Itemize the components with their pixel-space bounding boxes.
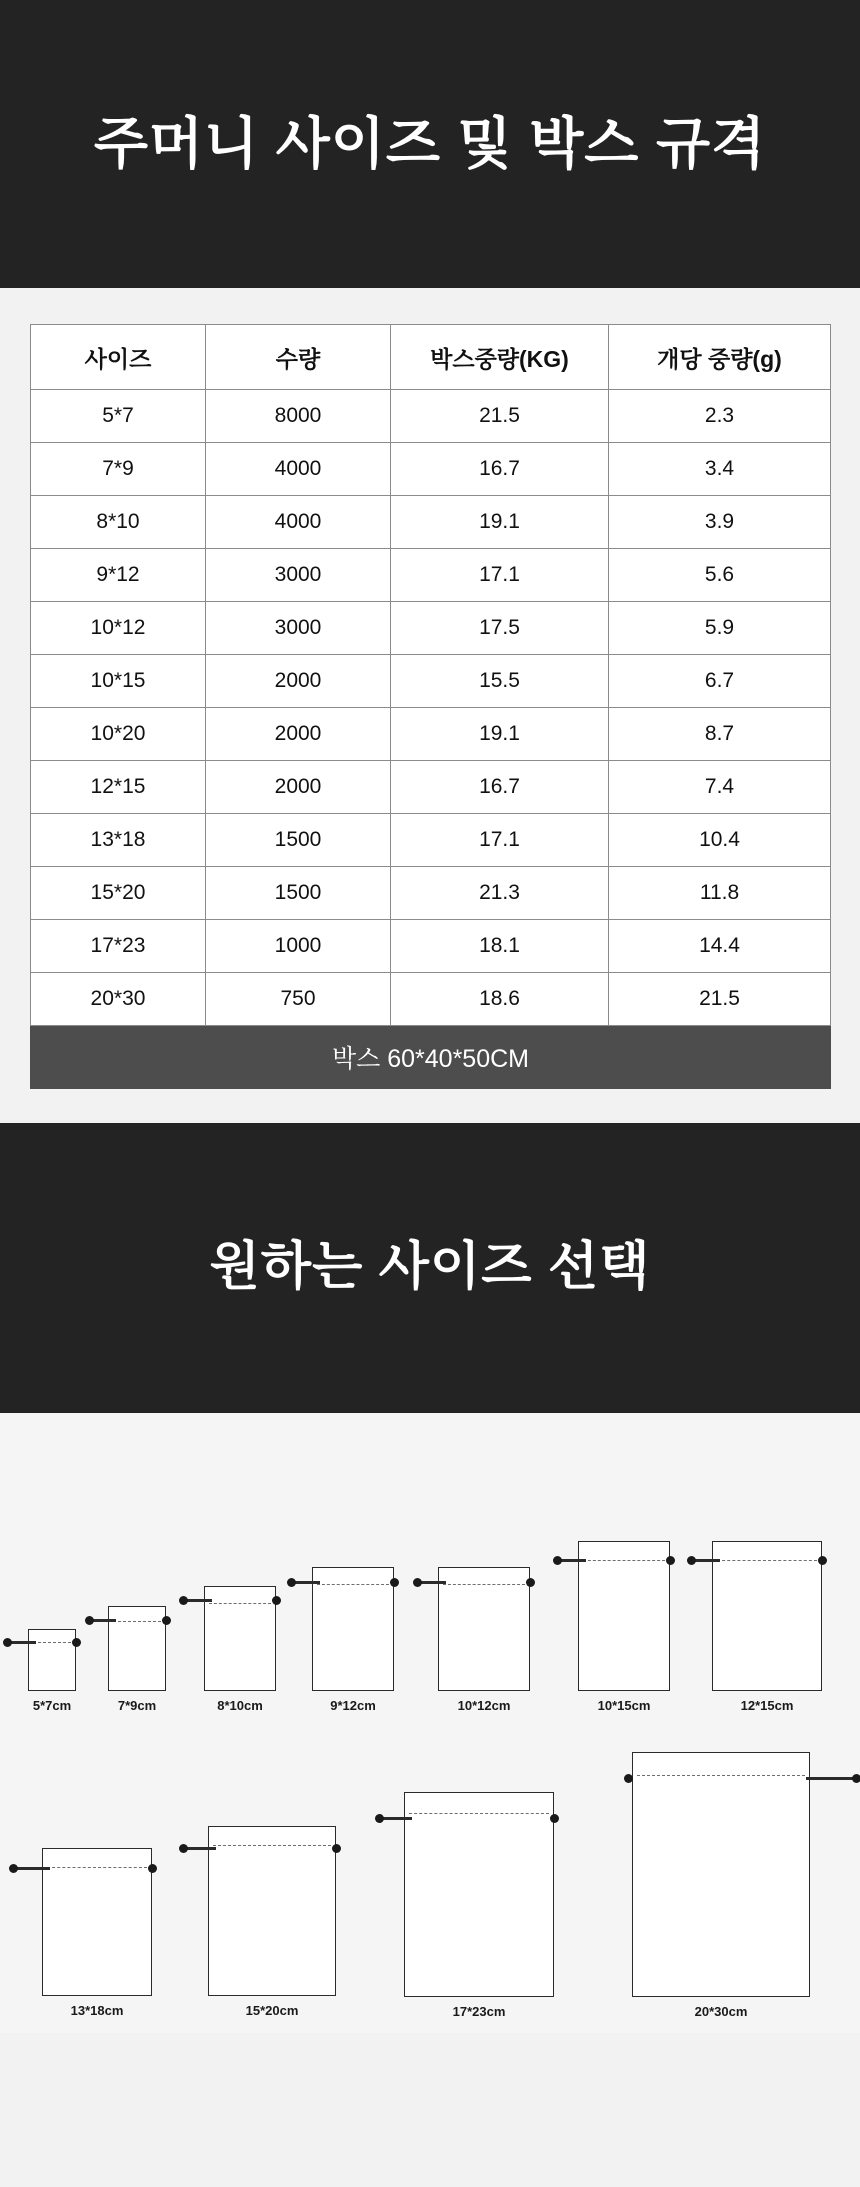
table-row [31, 814, 831, 867]
cell-quantity: 4000 [206, 443, 391, 496]
cell-unit-weight: 10.4 [609, 814, 831, 867]
spec-table [30, 324, 831, 1089]
bag-size-gallery [0, 1413, 860, 2033]
cell-size: 5*7 [31, 390, 206, 443]
cell-quantity: 8000 [206, 390, 391, 443]
box-dimension-note: 박스 60*40*50CM [31, 1026, 831, 1089]
table-row [31, 602, 831, 655]
table-header-row [31, 325, 831, 390]
bag-label: 12*15cm [740, 1698, 794, 1713]
table-header-box-weight: 박스중량(KG) [391, 325, 609, 390]
bag-body [312, 1567, 394, 1691]
cell-size: 20*30 [31, 973, 206, 1026]
bag-drawstring-seam [33, 1642, 71, 1643]
drawstring-knot [687, 1556, 696, 1565]
bag-label: 5*7cm [32, 1698, 72, 1713]
bag-drawstring-seam [717, 1560, 817, 1561]
cell-quantity: 3000 [206, 549, 391, 602]
cell-box-weight: 19.1 [391, 708, 609, 761]
bag-row-2 [0, 1713, 860, 2033]
table-row [31, 708, 831, 761]
cell-quantity: 1000 [206, 920, 391, 973]
bag-label: 10*15cm [597, 1698, 651, 1713]
cell-size: 7*9 [31, 443, 206, 496]
bag-body [578, 1541, 670, 1691]
bag-drawstring-seam [409, 1813, 549, 1814]
table-header-size: 사이즈 [31, 325, 206, 390]
drawstring-knot [85, 1616, 94, 1625]
bag-item-12x15[interactable] [712, 1513, 822, 1713]
bag-body [404, 1792, 554, 1997]
table-row [31, 655, 831, 708]
cell-unit-weight: 5.6 [609, 549, 831, 602]
table-row [31, 443, 831, 496]
banner-top [0, 0, 860, 288]
bag-drawstring-seam [583, 1560, 665, 1561]
bag-item-9x12[interactable] [312, 1535, 394, 1713]
drawstring-cord [806, 1777, 856, 1780]
bag-label: 13*18cm [70, 2003, 124, 2018]
drawstring-knot [72, 1638, 81, 1647]
bag-item-10x12[interactable] [438, 1535, 530, 1713]
drawstring-knot [148, 1864, 157, 1873]
banner-middle [0, 1123, 860, 1413]
cell-quantity: 4000 [206, 496, 391, 549]
bag-body [632, 1752, 810, 1997]
bag-drawstring-seam [213, 1845, 331, 1846]
bag-label: 17*23cm [452, 2004, 506, 2019]
cell-box-weight: 15.5 [391, 655, 609, 708]
bag-drawstring-seam [113, 1621, 161, 1622]
drawstring-knot [332, 1844, 341, 1853]
drawstring-knot [550, 1814, 559, 1823]
drawstring-knot [375, 1814, 384, 1823]
table-row [31, 496, 831, 549]
table-row [31, 761, 831, 814]
cell-size: 13*18 [31, 814, 206, 867]
cell-unit-weight: 7.4 [609, 761, 831, 814]
cell-size: 15*20 [31, 867, 206, 920]
drawstring-knot [852, 1774, 860, 1783]
cell-unit-weight: 14.4 [609, 920, 831, 973]
bag-body [204, 1586, 276, 1691]
cell-quantity: 2000 [206, 761, 391, 814]
cell-unit-weight: 6.7 [609, 655, 831, 708]
cell-unit-weight: 3.9 [609, 496, 831, 549]
bag-label: 8*10cm [217, 1698, 263, 1713]
cell-unit-weight: 8.7 [609, 708, 831, 761]
cell-unit-weight: 21.5 [609, 973, 831, 1026]
table-body [31, 390, 831, 1089]
table-header-quantity: 수량 [206, 325, 391, 390]
drawstring-knot [390, 1578, 399, 1587]
cell-box-weight: 18.1 [391, 920, 609, 973]
drawstring-knot [666, 1556, 675, 1565]
cell-size: 17*23 [31, 920, 206, 973]
banner-top-title: 주머니 사이즈 및 박스 규격 [93, 112, 767, 176]
cell-unit-weight: 2.3 [609, 390, 831, 443]
cell-quantity: 1500 [206, 814, 391, 867]
cell-box-weight: 21.5 [391, 390, 609, 443]
cell-quantity: 3000 [206, 602, 391, 655]
bag-drawstring-seam [47, 1867, 147, 1868]
bag-label: 15*20cm [245, 2003, 299, 2018]
table-row [31, 390, 831, 443]
cell-box-weight: 16.7 [391, 761, 609, 814]
bag-item-17x23[interactable] [404, 1771, 554, 2019]
bag-body [208, 1826, 336, 1996]
table-header-unit-weight: 개당 중량(g) [609, 325, 831, 390]
cell-size: 10*12 [31, 602, 206, 655]
table-row [31, 867, 831, 920]
cell-quantity: 2000 [206, 655, 391, 708]
cell-box-weight: 17.5 [391, 602, 609, 655]
cell-size: 8*10 [31, 496, 206, 549]
drawstring-knot [413, 1578, 422, 1587]
bag-label: 7*9cm [117, 1698, 157, 1713]
bag-item-15x20[interactable] [208, 1803, 336, 2018]
banner-middle-title: 원하는 사이즈 선택 [209, 1238, 651, 1297]
table-row [31, 920, 831, 973]
bag-label: 20*30cm [694, 2004, 748, 2019]
drawstring-knot [9, 1864, 18, 1873]
cell-size: 9*12 [31, 549, 206, 602]
bag-item-8x10[interactable] [204, 1553, 276, 1713]
cell-box-weight: 17.1 [391, 814, 609, 867]
bag-body [42, 1848, 152, 1996]
spec-table-section [0, 288, 860, 1123]
cell-size: 12*15 [31, 761, 206, 814]
bag-item-20x30[interactable] [632, 1731, 810, 2019]
cell-box-weight: 21.3 [391, 867, 609, 920]
cell-box-weight: 16.7 [391, 443, 609, 496]
cell-unit-weight: 11.8 [609, 867, 831, 920]
drawstring-knot [553, 1556, 562, 1565]
drawstring-knot [624, 1774, 633, 1783]
table-row [31, 973, 831, 1026]
cell-quantity: 1500 [206, 867, 391, 920]
table-row [31, 549, 831, 602]
cell-unit-weight: 5.9 [609, 602, 831, 655]
bag-label: 10*12cm [457, 1698, 511, 1713]
bag-body [438, 1567, 530, 1691]
drawstring-knot [162, 1616, 171, 1625]
bag-drawstring-seam [317, 1584, 389, 1585]
cell-size: 10*15 [31, 655, 206, 708]
drawstring-knot [287, 1578, 296, 1587]
drawstring-knot [818, 1556, 827, 1565]
cell-quantity: 2000 [206, 708, 391, 761]
bag-body [108, 1606, 166, 1691]
drawstring-knot [3, 1638, 12, 1647]
drawstring-knot [526, 1578, 535, 1587]
cell-unit-weight: 3.4 [609, 443, 831, 496]
drawstring-knot [179, 1844, 188, 1853]
bag-drawstring-seam [443, 1584, 525, 1585]
bag-item-5x7[interactable] [28, 1598, 76, 1713]
bag-item-7x9[interactable] [108, 1573, 166, 1713]
bag-body [28, 1629, 76, 1691]
bag-body [712, 1541, 822, 1691]
bag-item-13x18[interactable] [42, 1823, 152, 2018]
bag-item-10x15[interactable] [578, 1513, 670, 1713]
cell-box-weight: 19.1 [391, 496, 609, 549]
table-footer-row [31, 1026, 831, 1089]
bag-drawstring-seam [637, 1775, 805, 1776]
bag-row-1 [0, 1413, 860, 1713]
drawstring-knot [179, 1596, 188, 1605]
cell-box-weight: 17.1 [391, 549, 609, 602]
bag-label: 9*12cm [330, 1698, 376, 1713]
cell-box-weight: 18.6 [391, 973, 609, 1026]
bag-drawstring-seam [209, 1603, 271, 1604]
cell-size: 10*20 [31, 708, 206, 761]
drawstring-knot [272, 1596, 281, 1605]
cell-quantity: 750 [206, 973, 391, 1026]
